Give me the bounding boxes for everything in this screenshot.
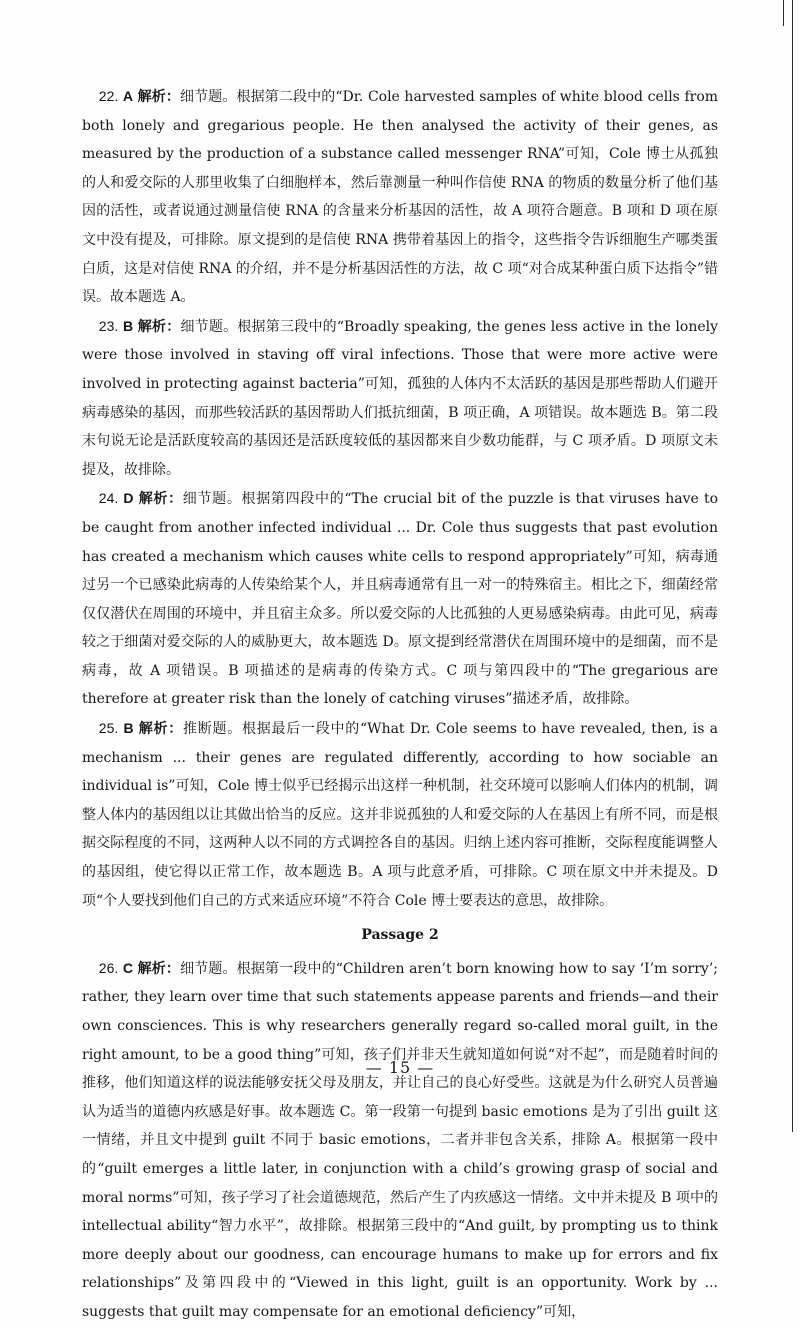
answer-item-25 xyxy=(82,714,718,915)
analysis-label: 解析： xyxy=(138,491,183,508)
analysis-text: 细节题。根据第四段中的“The crucial bit of the puzzle is that viruses have to be caught from another infected individual ... Dr. Cole thus suggests that past evolution has created a mechanism which causes white cells to respond appropriately”可知，病毒通过另一个已感染此病毒的人传染给某个人，并且病毒通常有且一对一的特殊宿主。相比之下，细菌经常仅仅潜伏在周围的环境中，并且宿主众多。所以爱交际的人比孤独的人更易感染病毒。由此可见，病毒较之于细菌对爱交际的人的威胁更大，故本题选 D。原文提到经常潜伏在周围环境中的是细菌，而不是病毒，故 A 项错误。B 项描述的是病毒的传染方式。C 项与第四段中的“The gregarious are therefore at greater risk than the lonely of catching viruses”描述矛盾，故排除。 xyxy=(82,491,719,708)
binding-margin-tick xyxy=(783,0,784,26)
analysis-label: 解析： xyxy=(137,960,181,977)
answer-item-23 xyxy=(82,312,718,485)
binding-margin-line xyxy=(792,0,793,1132)
analysis-label: 解析： xyxy=(137,318,181,335)
question-number: 23. xyxy=(98,317,119,334)
answer-item-22 xyxy=(82,82,718,312)
page-number: — 15 — xyxy=(365,1058,435,1077)
question-number: 26. xyxy=(98,959,119,976)
answer-letter: C xyxy=(122,959,133,976)
question-number: 25. xyxy=(98,720,119,737)
question-number: 22. xyxy=(98,88,119,104)
analysis-text: 细节题。根据第二段中的“Dr. Cole harvested samples of white blood cells from both lonely and gregarious people. He then analysed the activity of their genes, as measured by the production of a substance called messenger RNA”可知，Cole 博士从孤独的人和爱交际的人那里收集了白细胞样本，然后靠测量一种叫作信使 RNA 的物质的数量分析了他们基因的活性，或者说通过测量信使 RNA 的含量来分析基因的活性，故 A 项符合题意。B 项和 D 项在原文中没有提及，可排除。原文提到的是信使 RNA 携带着基因上的指令，这些指令告诉细胞生产哪类蛋白质，这是对信使 RNA 的介绍，并不是分析基因活性的方法，故 C 项“对合成某种蛋白质下达指令”错误。故本题选 A。 xyxy=(82,89,719,306)
question-number: 24. xyxy=(98,490,119,507)
analysis-text: 细节题。根据第一段中的“Children aren’t born knowing how to say ‘I’m sorry’; rather, they learn over time that such statements appease parents and friends—and their own consciences. This is why researchers generally regard so-called moral guilt, in the right amount, to be a good thing”可知，孩子们并非天生就知道如何说“对不起”，而是随着时间的推移，他们知道这样的说法能够安抚父母及朋友，并让自己的良心好受些。这就是为什么研究人员普遍认为适当的道德内疚感是好事。故本题选 C。第一段第一句提到 basic emotions 是为了引出 guilt 这一情绪，并且文中提到 guilt 不同于 basic emotions，二者并非包含关系，排除 A。根据第一段中的“guilt emerges a little later, in conjunction with a child’s growing grasp of social and moral norms”可知，孩子学习了社会道德规范，然后产生了内疚感这一情绪。文中并未提及 B 项中的 intellectual ability“智力水平”，故排除。根据第三段中的“And guilt, by prompting us to think more deeply about our goodness, can encourage humans to make up for errors and fix relationships”及第四段中的“Viewed in this light, guilt is an opportunity. Work by ... suggests that guilt may compensate for an emotional deficiency”可知， xyxy=(82,960,718,1320)
passage-heading: Passage 2 xyxy=(361,927,439,944)
analysis-text: 细节题。根据第三段中的“Broadly speaking, the genes less active in the lonely were those involved in staving off viral infections. Those that were more active were involved in protecting against bacteria”可知，孤独的人体内不太活跃的基因是那些帮助人们避开病毒感染的基因，而那些较活跃的基因帮助人们抵抗细菌，B 项正确，A 项错误。故本题选 B。第二段末句说无论是活跃度较高的基因还是活跃度较低的基因都来自少数功能群，与 C 项矛盾。D 项原文未提及，故排除。 xyxy=(82,318,719,478)
answer-letter: B xyxy=(122,317,134,334)
answer-item-24 xyxy=(82,484,718,714)
answer-letter: B xyxy=(123,720,134,737)
analysis-label: 解析： xyxy=(138,721,184,738)
answer-item-26 xyxy=(82,954,718,1327)
analysis-text: 推断题。根据最后一段中的“What Dr. Cole seems to have revealed, then, is a mechanism ... their genes are regulated differently, according to how sociable an individual is”可知，Cole 博士似乎已经揭示出这样一种机制，社交环境可以影响人们体内的机制，调整人体内的基因组以让其做出恰当的反应。这并非说孤独的人和爱交际的人在基因上有所不同，而是根据交际程度的不同，这两种人以不同的方式调控各自的基因。归纳上述内容可推断，交际程度能调整人的基因组，使它得以正常工作，故本题选 B。A 项与此意矛盾，可排除。C 项在原文中并未提及。D 项“个人要找到他们自己的方式来适应环境”不符合 Cole 博士要表达的意思，故排除。 xyxy=(82,721,719,909)
answer-letter: D xyxy=(123,490,134,507)
analysis-label: 解析： xyxy=(137,89,180,105)
answer-explanations xyxy=(82,82,718,1327)
answer-letter: A xyxy=(122,88,133,104)
